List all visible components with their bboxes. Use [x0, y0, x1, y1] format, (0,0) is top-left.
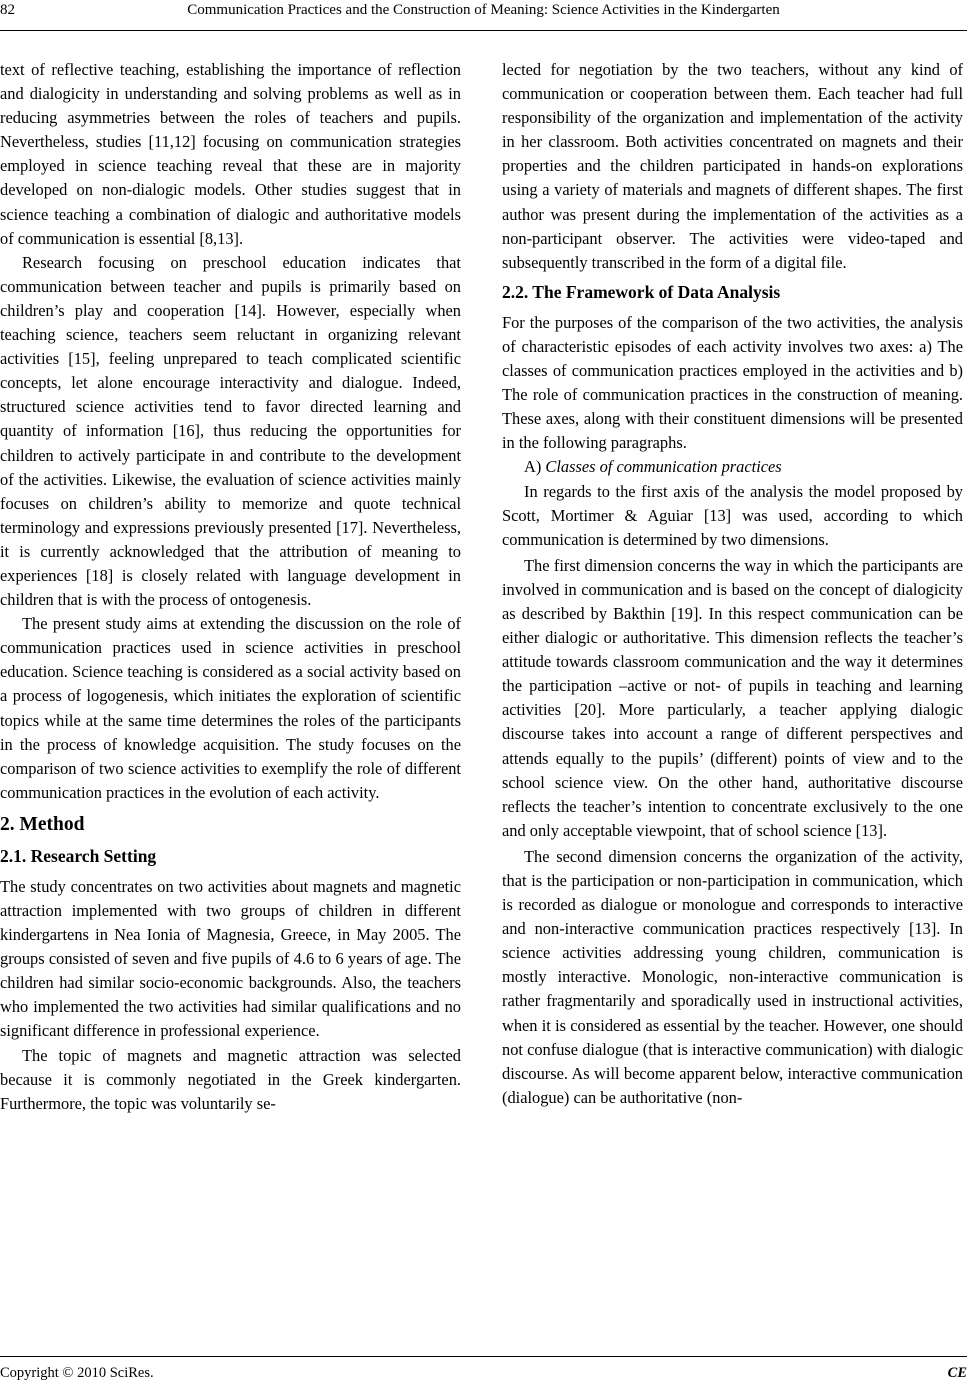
axis-a-heading: A) Classes of communication practices [524, 457, 782, 477]
subsection-heading-research-setting: 2.1. Research Setting [0, 845, 157, 866]
left-paragraph-5: The topic of magnets and magnetic attraction was selected because it is commonly negotiated in the Greek kindergarten. Furthermore, the topic was voluntarily se- [0, 1045, 461, 1113]
left-column [0, 58, 461, 1116]
left-paragraph-4: The study concentrates on two activities about magnets and magnetic attraction implemented with two groups of children in different kindergartens in Nea Ionia of Magnesia, Greece, in May 2005. The groups consisted of seven and five pupils of 4.6 to 6 years of age. The children had similar socio-economic backgrounds. Also, the teachers who implemented the two activities had similar qualifications and no significant difference in professional experience. [0, 876, 461, 1041]
right-paragraph-4: The first dimension concerns the way in which the participants are involved in communication and is based on the concept of dialogicity as described by Bakthin [19]. In this respect communication can be either dialogic or authoritative. This dimension reflects the teacher’s attitude towards classroom communication and the way it determines the participation –active or not- of pupils in teaching and learning activities [20]. More particularly, a teacher applying dialogic discourse takes into account a range of different perspectives and attends equally to the pupils’ (different) points of view and to the school science view. On the other hand, authoritative discourse reflects the teacher’s intention to concentrate exclusively to the one and only acceptable viewpoint, that of school science [13]. [502, 555, 963, 840]
running-title: Communication Practices and the Construction of Meaning: Science Activities in the Kindergarten [187, 2, 780, 18]
section-heading-method: 2. Method [0, 813, 85, 835]
left-paragraph-1: text of reflective teaching, establishing the importance of reflection and dialogicity in understanding and solving problems as well as in reducing asymmetries between the roles of teachers and pupils. Nevertheless, studies [11,12] focusing on communication strategies employed in science teaching reveal that these are in majority developed on non-dialogic models. Other studies suggest that in science teaching a combination of dialogic and authoritative models of communication is essential [8,13]. [0, 60, 461, 248]
journal-abbreviation: CE [947, 1365, 967, 1381]
subsection-heading-framework: 2.2. The Framework of Data Analysis [502, 281, 781, 302]
right-paragraph-2: For the purposes of the comparison of the two activities, the analysis of characteristic episodes of each activity involves two axes: a) The classes of communication practices employed in the activities and b) The role of communication practices in the construction of meaning. These axes, along with their constituent dimensions will be presented in the following paragraphs. [502, 312, 963, 453]
right-column [502, 58, 963, 1110]
header-rule [0, 30, 967, 31]
page-header [0, 0, 967, 40]
right-paragraph-3: In regards to the first axis of the analysis the model proposed by Scott, Mortimer & Aguiar [13] was used, according to which communication is determined by two dimensions. [502, 481, 963, 549]
axis-a-letter: A [524, 457, 536, 477]
left-paragraph-3: The present study aims at extending the discussion on the role of communication practices used in science activities in preschool education. Science teaching is considered as a social activity based on a process of logogenesis, which initiates the exploration of scientific topics while at the same time determines the roles of the participants in the process of knowledge acquisition. The study focuses on the comparison of two science activities to exemplify the role of different communication practices in the evolution of each activity. [0, 614, 461, 802]
right-paragraph-5: The second dimension concerns the organization of the activity, that is the participation or non-participation in communication, which is recorded as dialogue or monologue and corresponds to interactive and non-interactive communication practices respectively [13]. In science activities addressing young children, communication is mostly interactive. Monologic, non-interactive communication is rather fragmentarily and sporadically used in instructional activities, when it is considered as essential by the teacher. However, one should not confuse dialogue (that is interactive communication) with dialogic discourse. As will become apparent below, interactive communication (dialogue) can be authoritative (non- [502, 846, 963, 1107]
copyright-notice: Copyright © 2010 SciRes. [0, 1365, 154, 1381]
page-number: 82 [0, 2, 15, 18]
footer-rule [0, 1356, 967, 1357]
left-paragraph-2: Research focusing on preschool education indicates that communication between teacher and pupils is primarily based on children’s play and cooperation [14]. However, especially when teaching science, teachers seem reluctant in organizing relevant activities [15], feeling unprepared to teach complicated scientific concepts, let alone encourage interactivity and dialogue. Indeed, structured science activities tend to favor directed learning and quantity of information [16], thus reducing the opportunities for children to actively participate in and contribute to the development of the activities. Likewise, the evaluation of science activities mainly focuses on children’s ability to memorize and quote technical terminology and expressions previously presented [17]. Nevertheless, it is currently acknowledged that the attribution of meaning to experiences [18] is closely related with language development in children that is with the process of ontogenesis. [0, 252, 461, 610]
right-paragraph-1: lected for negotiation by the two teachers, without any kind of communication or cooperation between them. Each teacher had full responsibility of the organization and implementation of the activity in her classroom. Both activities concentrated on magnets and their properties and the children participated in hands-on explorations using a variety of materials and magnets of different shapes. The first author was present during the implementation of the activities as a non-participant observer. The activities were video-taped and subsequently transcribed in the form of a digital file. [502, 60, 963, 272]
axis-a-title: Classes of communication practices [545, 457, 782, 477]
